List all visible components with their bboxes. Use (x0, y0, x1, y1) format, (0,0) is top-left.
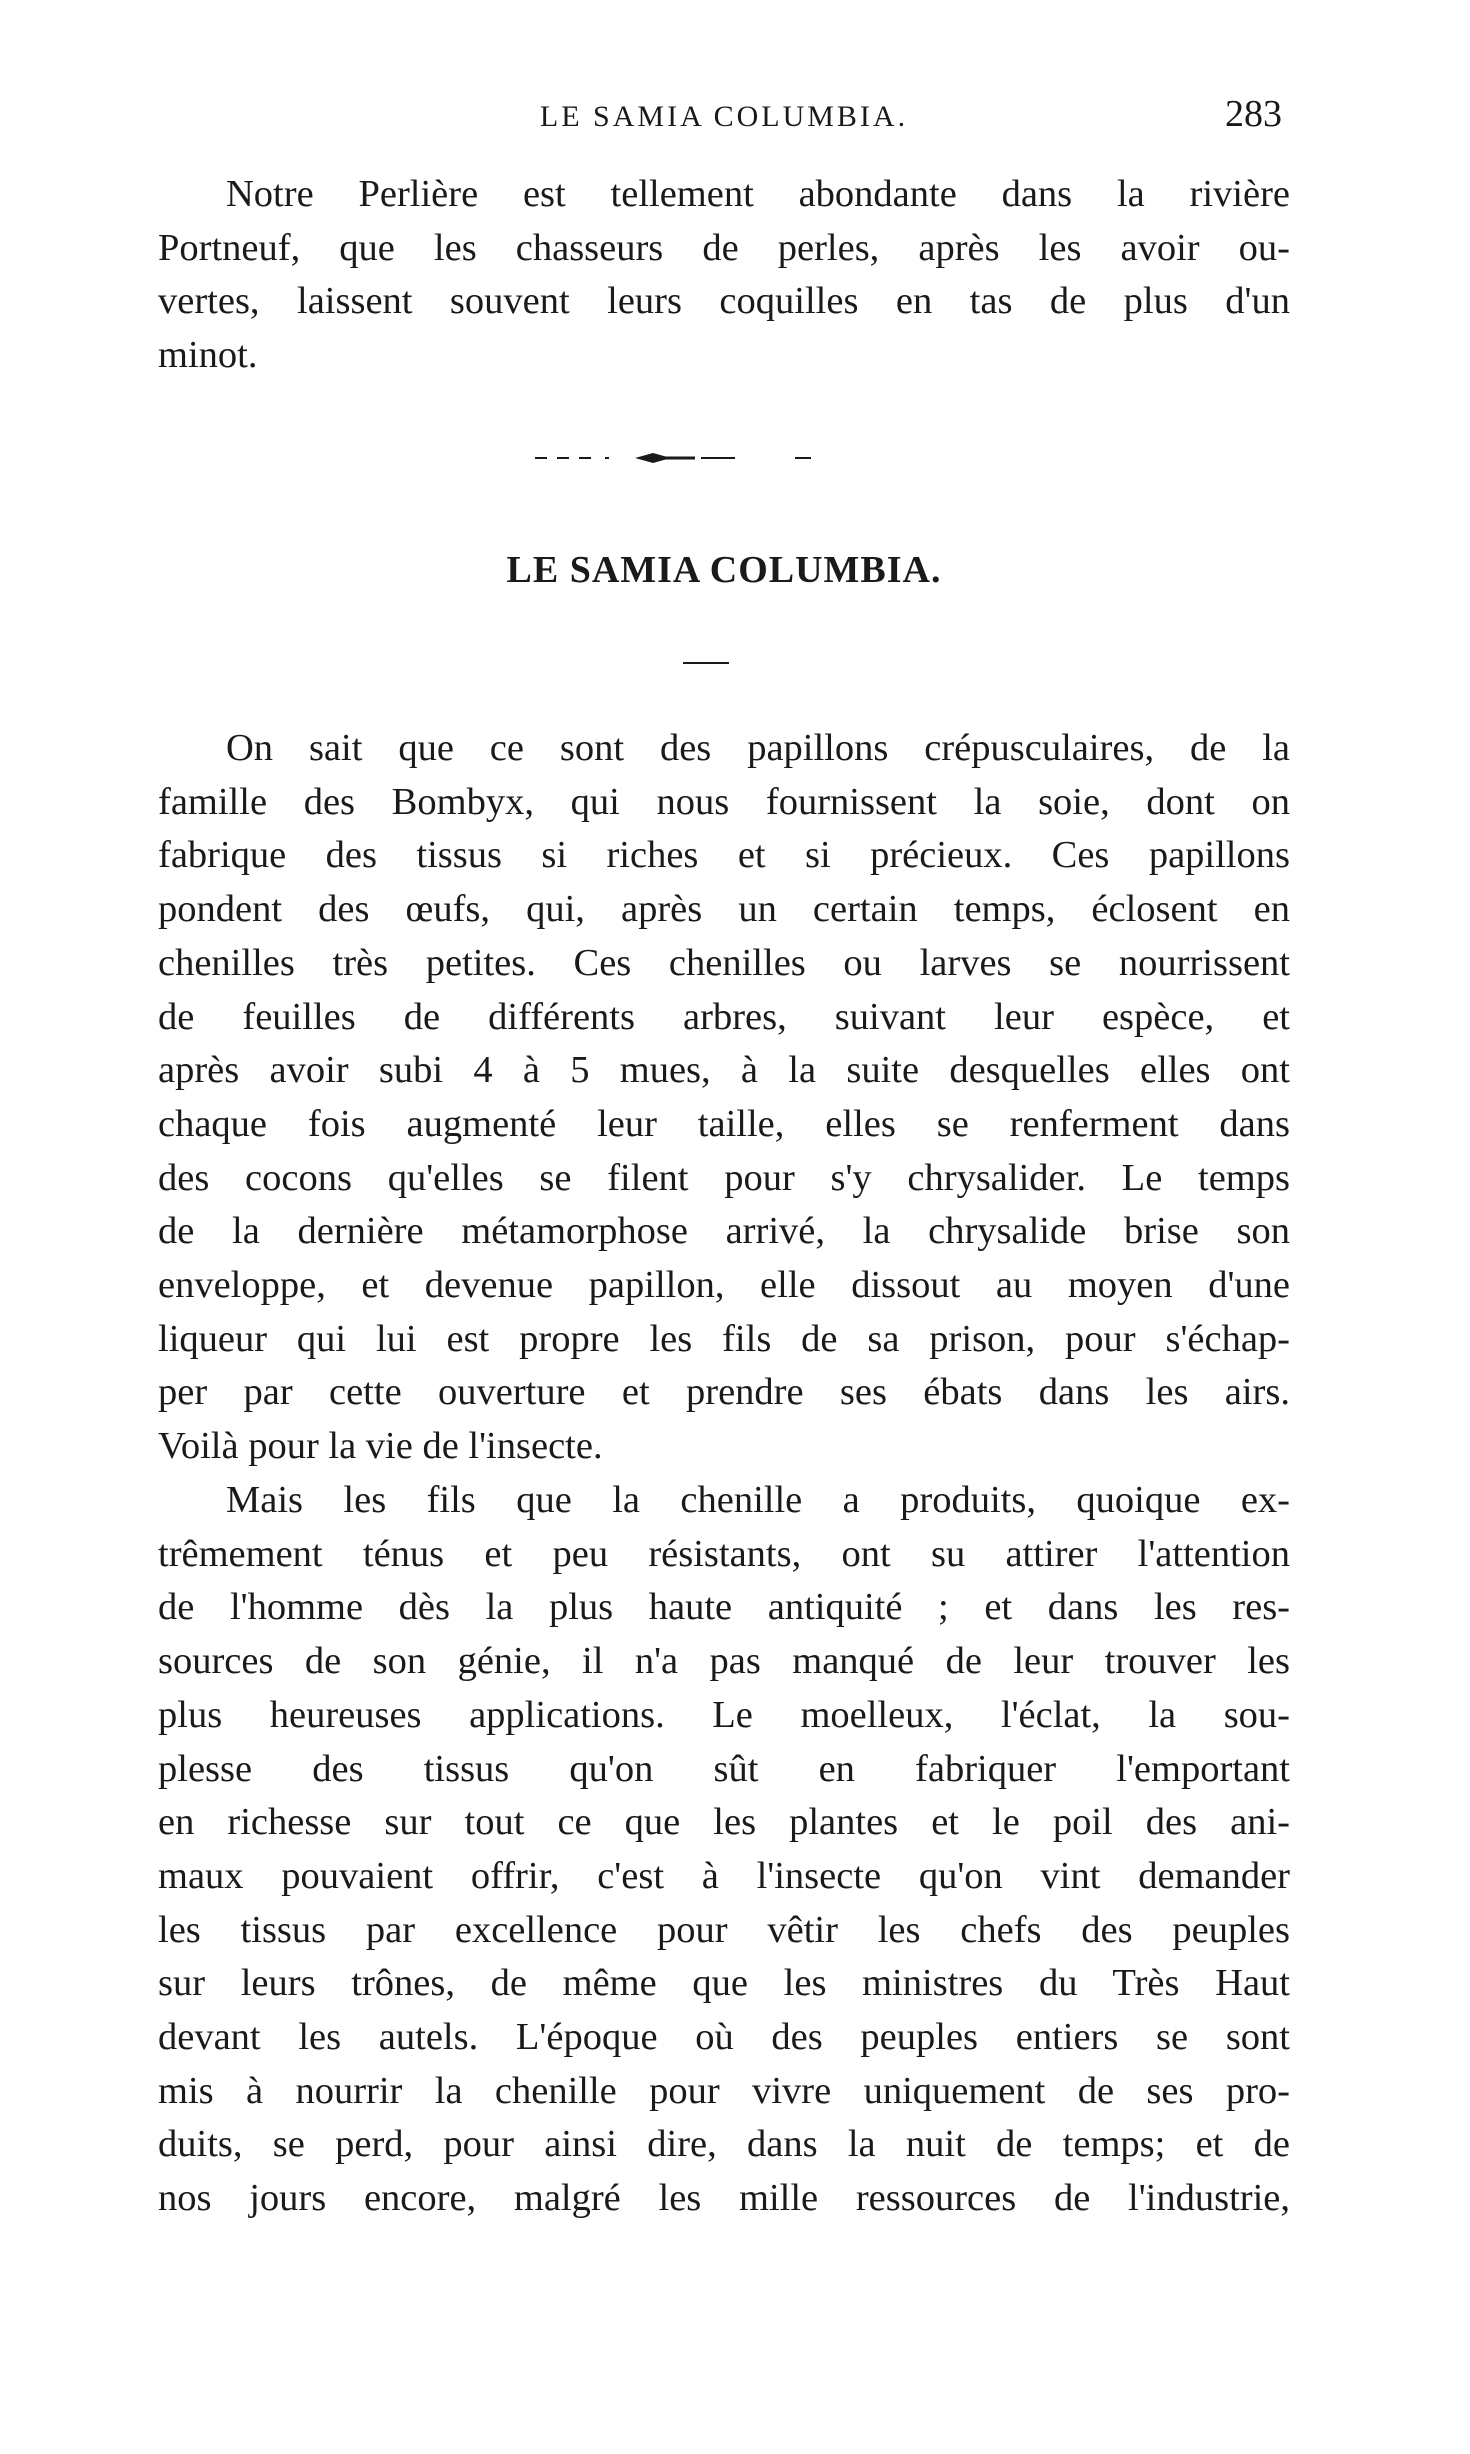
text-line: après avoir subi 4 à 5 mues, à la suite desquelles elles ont (158, 1049, 1290, 1092)
text-line: liqueur qui lui est propre les fils de sa prison, pour s'échap- (158, 1317, 1290, 1360)
text-line: de la dernière métamorphose arrivé, la chrysalide brise son (158, 1210, 1290, 1253)
text-line: devant les autels. L'époque où des peuples entiers se sont (158, 2016, 1290, 2059)
running-head (158, 92, 1290, 142)
text-line: vertes, laissent souvent leurs coquilles en tas de plus d'un (158, 280, 1290, 323)
page-number: 283 (1225, 93, 1282, 135)
running-title: LE SAMIA COLUMBIA. (539, 100, 909, 133)
text-line: Voilà pour la vie de l'insecte. (158, 1425, 603, 1468)
title-rule (683, 662, 729, 664)
paragraph-silk-history (158, 1474, 1290, 2226)
text-line: de l'homme dès la plus haute antiquité ; et dans les res- (158, 1586, 1290, 1629)
text-line: trêmement ténus et peu résistants, ont su attirer l'attention (158, 1532, 1290, 1575)
text-line: duits, se perd, pour ainsi dire, dans la nuit de temps; et de (158, 2123, 1290, 2166)
text-line: plus heureuses applications. Le moelleux, l'éclat, la sou- (158, 1693, 1290, 1736)
section-title: LE SAMIA COLUMBIA. (506, 549, 942, 591)
text-line: fabrique des tissus si riches et si précieux. Ces papillons (158, 834, 1290, 877)
text-line: per par cette ouverture et prendre ses ébats dans les airs. (158, 1371, 1290, 1414)
text-line: pondent des œufs, qui, après un certain temps, éclosent en (158, 888, 1290, 931)
text-line: famille des Bombyx, qui nous fournissent la soie, dont on (158, 780, 1290, 823)
text-line: plesse des tissus qu'on sût en fabriquer l'emportant (158, 1747, 1290, 1790)
text-line: Portneuf, que les chasseurs de perles, après les avoir ou- (158, 226, 1290, 269)
text-line: chenilles très petites. Ces chenilles ou larves se nourrissent (158, 941, 1290, 984)
text-line: en richesse sur tout ce que les plantes et le poil des ani- (158, 1801, 1290, 1844)
text-line: Notre Perlière est tellement abondante dans la rivière (226, 173, 1290, 215)
text-line: des cocons qu'elles se filent pour s'y chrysalider. Le temps (158, 1156, 1290, 1199)
text-line: enveloppe, et devenue papillon, elle dissout au moyen d'une (158, 1264, 1290, 1307)
text-line: maux pouvaient offrir, c'est à l'insecte qu'on vint demander (158, 1854, 1290, 1897)
text-line: On sait que ce sont des papillons crépusculaires, de la (226, 727, 1290, 769)
text-line: sources de son génie, il n'a pas manqué de leur trouver les (158, 1640, 1290, 1683)
paragraph-samia-intro (158, 722, 1290, 1474)
text-line: les tissus par excellence pour vêtir les chefs des peuples (158, 1908, 1290, 1951)
text-line: mis à nourrir la chenille pour vivre uniquement de ses pro- (158, 2069, 1290, 2112)
text-line: minot. (158, 334, 258, 377)
text-line: sur leurs trônes, de même que les ministres du Très Haut (158, 1962, 1290, 2005)
ornament-divider (535, 438, 855, 478)
text-line: nos jours encore, malgré les mille ressources de l'industrie, (158, 2177, 1290, 2220)
text-line: de feuilles de différents arbres, suivant leur espèce, et (158, 995, 1290, 1038)
text-line: chaque fois augmenté leur taille, elles se renferment dans (158, 1102, 1290, 1145)
text-line: Mais les fils que la chenille a produits, quoique ex- (226, 1479, 1290, 1521)
paragraph-perliere (158, 168, 1290, 383)
